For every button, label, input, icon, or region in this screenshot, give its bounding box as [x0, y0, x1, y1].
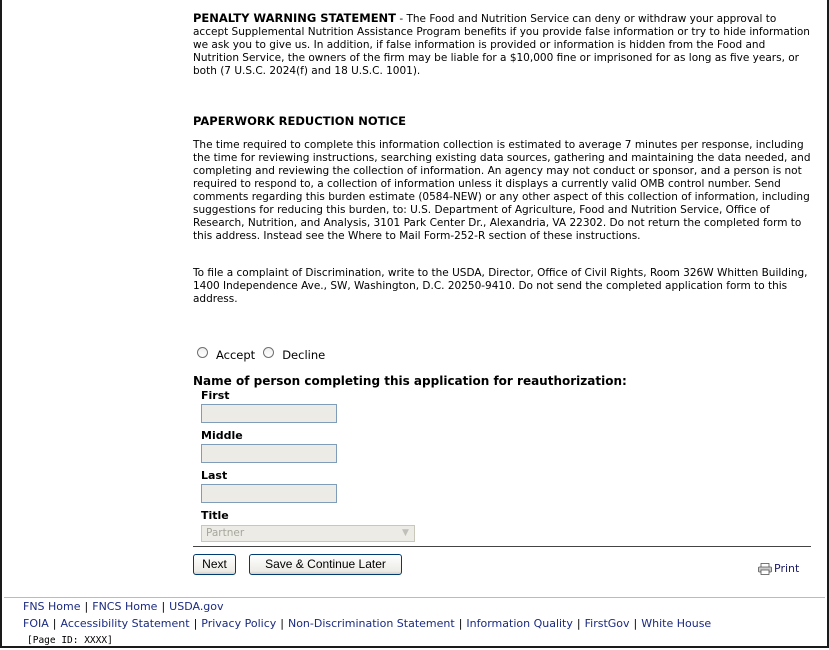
name-section-heading: Name of person completing this application for reauthorization: — [193, 374, 627, 388]
footer-link-fncs-home[interactable]: FNCS Home — [92, 600, 158, 613]
title-select-value: Partner — [206, 527, 245, 539]
first-name-input[interactable] — [201, 404, 337, 423]
accept-label[interactable]: Accept — [216, 348, 256, 362]
footer-link-white-house[interactable]: White House — [641, 617, 712, 630]
paperwork-body: The time required to complete this information collection is estimated to average 7 minutes per response, including the time for reviewing instructions, searching existing data sources, gathering and maintaining the data needed, and completing and reviewing the collection of information. An agency may not conduct or sponsor, and a person is not required to respond to, a collection of information unless it displays a currently valid OMB control number. Send comments regarding this burden estimate (0584-NEW) or any other aspect of this collection of information, including suggestions for reducing this burden, to: U.S. Department of Agriculture, Food and Nutrition Service, Office of Research, Nutrition, and Analysis, 3101 Park Center Dr., Alexandria, VA 22302. Do not return the completed form to this address. Instead see the Where to Mail Form-252-R section of these instructions. — [193, 139, 811, 242]
paperwork-title: PAPERWORK REDUCTION NOTICE — [193, 114, 407, 128]
form-divider — [193, 546, 811, 547]
penalty-body: - The Food and Nutrition Service can deny or withdraw your approval to accept Supplemental Nutrition Assistance Program benefits if you provide false information or try to hide information we ask you to give us. In addition, if false information is provided or information is hidden from the Food and Nutrition Service, the owners of the firm may be liable for a $10,000 fine or imprisoned for as long as five years, or both (7 U.S.C. 2024(f) and 18 U.S.C. 1001). — [193, 13, 810, 77]
footer-link-firstgov[interactable]: FirstGov — [584, 617, 630, 630]
middle-name-input[interactable] — [201, 444, 337, 463]
printer-icon — [758, 563, 772, 575]
title-select[interactable] — [201, 525, 415, 542]
penalty-warning — [193, 12, 811, 78]
footer-link-information-quality[interactable]: Information Quality — [466, 617, 573, 630]
first-name-label: First — [201, 389, 230, 402]
footer-link-accessibility[interactable]: Accessibility Statement — [60, 617, 190, 630]
footer-link-privacy[interactable]: Privacy Policy — [201, 617, 277, 630]
accept-radio[interactable] — [197, 347, 208, 358]
footer-divider — [4, 597, 825, 598]
footer-link-usda[interactable]: USDA.gov — [169, 600, 224, 613]
complaint-body: To file a complaint of Discrimination, write to the USDA, Director, Office of Civil Rights, Room 326W Whitten Building, 1400 Independence Ave., SW, Washington, D.C. 20250-9410. Do not send the completed application form to this address. — [193, 267, 808, 305]
save-continue-later-button[interactable]: Save & Continue Later — [249, 554, 402, 575]
print-label[interactable]: Print — [774, 562, 800, 575]
decline-radio[interactable] — [263, 347, 274, 358]
next-button[interactable]: Next — [193, 554, 236, 575]
footer-links-primary: FNS Home | FNCS Home | USDA.gov — [23, 600, 224, 613]
last-name-input[interactable] — [201, 484, 337, 503]
decline-label[interactable]: Decline — [282, 348, 326, 362]
middle-name-label: Middle — [201, 429, 243, 442]
consent-radio-group — [197, 345, 333, 362]
page-id: [Page ID: XXXX] — [27, 635, 113, 646]
title-label: Title — [201, 509, 229, 522]
print-link[interactable] — [758, 562, 799, 575]
footer-links-secondary: FOIA | Accessibility Statement | Privacy Policy | Non-Discrimination Statement | Information Quality | FirstGov | White House — [23, 617, 712, 630]
footer-link-fns-home[interactable]: FNS Home — [23, 600, 81, 613]
last-name-label: Last — [201, 469, 228, 482]
footer-link-non-discrimination[interactable]: Non-Discrimination Statement — [287, 617, 455, 630]
chevron-down-icon[interactable]: ▼ — [402, 528, 409, 538]
penalty-title: PENALTY WARNING STATEMENT — [193, 11, 397, 25]
footer-link-foia[interactable]: FOIA — [23, 617, 49, 630]
